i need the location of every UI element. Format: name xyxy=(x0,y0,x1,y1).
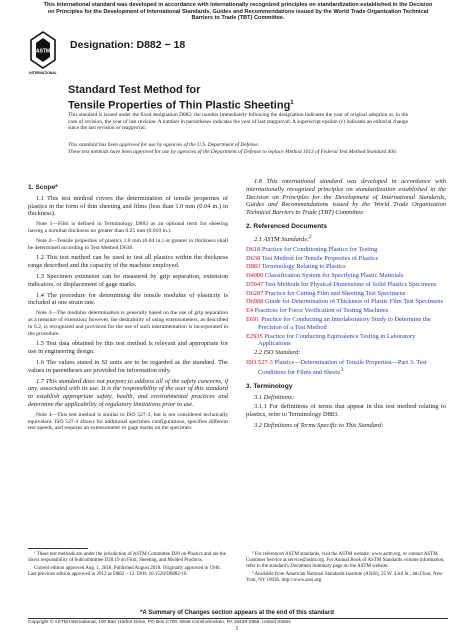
reference-link-e4[interactable] xyxy=(246,307,446,315)
astm-footnote-ref: 2 xyxy=(308,233,312,240)
reference-code: E691 xyxy=(246,316,260,324)
reference-link-d5947[interactable] xyxy=(246,281,446,289)
reference-link-d618[interactable] xyxy=(246,246,446,254)
definitions-subheading: 3.1 Definitions: xyxy=(254,393,295,401)
para-1-7: 1.7 This standard does not purport to address all of the safety concerns, if any, associated with its use. It is the responsibility of the user of this standard to establish appropriate safety, health, and environmental practices and determine the applicability of regulatory limitations prior to use. xyxy=(28,377,228,408)
designation: Designation: D882 − 18 xyxy=(70,39,186,51)
reference-link-d883[interactable] xyxy=(246,263,446,271)
reference-title: Plastics—Determination of Tensile Properties—Part 3: Test Conditions for Films and Sheets xyxy=(258,359,427,376)
reference-title: Test Methods for Physical Dimensions of Solid Plastics Specimens xyxy=(264,280,437,288)
reference-code: E4 xyxy=(246,307,254,315)
right-column xyxy=(246,178,446,432)
approval-statement xyxy=(68,142,408,155)
reference-link-d4000[interactable] xyxy=(246,272,446,280)
iso-footnote-ref: 3 xyxy=(340,366,344,373)
astm-logo xyxy=(28,30,58,76)
para-1-3: 1.3 Specimen extension can be measured by grip separation, extension indicators, or displacement of gage marks. xyxy=(28,272,228,288)
referenced-documents-heading: 2. Referenced Documents xyxy=(246,222,327,230)
astm-reference-list xyxy=(246,246,446,349)
specific-definitions-subheading: 3.2 Definitions of Terms Specific to This Standard: xyxy=(254,421,384,429)
para-1-8: 1.8 This international standard was developed in accordance with internationally recognized principles on standardization established in the Decision on Principles for the Development of International Standards, Guides and Recommendations issued by the World Trade Organization Technical Barriers to Trade (TBT) Committee. xyxy=(246,178,446,217)
title-line-2: Tensile Properties of Thin Plastic Sheeting$^1$ xyxy=(68,99,294,112)
reference-title: Practice for Conducting an Interlaboratory Study to Determine the Precision of a Test Method xyxy=(258,316,431,331)
reference-code: D618 xyxy=(246,245,261,253)
logo-text: ASTM xyxy=(35,48,51,55)
reference-code: D883 xyxy=(246,263,261,271)
footnotes-right xyxy=(246,552,446,586)
reference-code: E2935 xyxy=(246,332,263,340)
note-3: Note 3—The modulus determination is generally based on the use of grip separation as a measure of extension; however, the desirability of using extensometers, as described in 6.2, is recognized and provision for the use of such instrumentation is incorporated in the procedure. xyxy=(28,310,228,337)
reference-title: Guide for Determination of Thickness of Plastic Film Test Specimens xyxy=(265,298,444,306)
approval-line-2: These test methods have been approved for use by agencies of the Department of Defense to replace Method 1013 of Federal Test Method Standard 406. xyxy=(68,148,398,155)
footnote-divider xyxy=(28,548,88,549)
astm-standards-subheading: 2.1 ASTM Standards:$^2$ xyxy=(254,233,312,243)
para-1-2: 1.2 This test method can be used to test all plastics within the thickness range described and the capacity of the machine employed. xyxy=(28,254,228,270)
note-1: Note 1—Film is defined in Terminology D883 as an optional term for sheeting having a nominal thickness no greater than 0.25 mm (0.010 in.). xyxy=(28,221,228,234)
footnote-2: ² For referenced ASTM standards, visit the ASTM website, www.astm.org, or contact ASTM Customer Service at service@astm.org. For Annual Book of ASTM Standards volume information, refer to the standard's Document Summary page on the ASTM website. xyxy=(246,552,445,569)
reference-code: D6287 xyxy=(246,289,264,297)
reference-title: Terminology Relating to Plastics xyxy=(261,263,346,271)
footnote-1: ¹ These test methods are under the jurisdiction of ASTM Committee D20 on Plastics and are the direct responsibility of Subcommittee D20.19 on Film, Sheeting, and Molded Products. xyxy=(28,552,226,563)
footnotes-left xyxy=(28,552,228,580)
reference-link-iso-527-3[interactable] xyxy=(246,359,446,377)
page-number: 1 xyxy=(235,626,239,632)
note-2: Note 2—Tensile properties of plastics 1.0 mm (0.04 in.) or greater in thickness shall be determined according to Test Method D638. xyxy=(28,237,228,251)
reference-title: Practices for Force Verification of Testing Machines xyxy=(254,307,389,315)
para-1-1: 1.1 This test method covers the determination of tensile properties of plastics in the form of thin sheeting and films (less than 1.0 mm (0.04 in.) in thickness). xyxy=(28,194,228,218)
reference-title: Test Method for Tensile Properties of Plastics xyxy=(261,254,379,262)
footnote-edition: Current edition approved Aug. 1, 2018. Published August 2018. Originally approved in 1946. Last previous edition approved in 2012 as D882 − 12. DOI: 10.1520/D0882-18. xyxy=(28,566,221,577)
reference-link-e691[interactable] xyxy=(246,316,446,332)
title-footnote-ref: 1 xyxy=(290,100,294,106)
summary-of-changes-note: *A Summary of Changes section appears at the end of this standard xyxy=(140,610,334,616)
para-1-4: 1.4 The procedure for determining the tensile modulus of elasticity is included at one strain rate. xyxy=(28,291,228,307)
left-column xyxy=(28,178,228,435)
reference-title: Practice for Conducting Equivalence Testing in Laboratory Applications xyxy=(258,332,416,348)
scope-heading: 1. Scope* xyxy=(28,184,58,191)
reference-link-e2935[interactable] xyxy=(246,333,446,349)
reference-link-d638[interactable] xyxy=(246,255,446,263)
note-4: Note 4—This test method is similar to ISO 527-3, but is not considered technically equivalent. ISO 527-3 allows for additional specimen configurations, specifies different test speeds, and requires an extensometer or gage marks on the specimen. xyxy=(28,411,228,432)
reference-code: D638 xyxy=(246,254,261,262)
reference-title: Practice for Conditioning Plastics for Testing xyxy=(261,245,378,253)
reference-title: Practice for Cutting Film and Sheeting Test Specimens xyxy=(265,289,406,297)
reference-code: D4000 xyxy=(246,272,264,280)
reference-code: ISO 527-3 xyxy=(246,359,273,367)
approval-line-1: This standard has been approved for use by agencies of the U.S. Department of Defense. xyxy=(68,142,260,148)
reference-link-d6988[interactable] xyxy=(246,298,446,306)
footnote-3: ³ Available from American National Standards Institute (ANSI), 25 W. 43rd St., 4th Floor, New York, NY 10036, http://www.ansi.org. xyxy=(246,572,443,583)
document-title xyxy=(68,84,408,113)
reference-link-d6287[interactable] xyxy=(246,290,446,298)
para-3-1-1: 3.1.1 For definitions of terms that appear in this test method relating to plastics, refer to Terminology D883. xyxy=(246,403,446,419)
logo-subtext: INTERNATIONAL xyxy=(29,71,57,75)
reference-title: Classification System for Specifying Plastic Materials xyxy=(265,272,404,280)
terminology-heading: 3. Terminology xyxy=(246,382,293,390)
reference-code: D5947 xyxy=(246,280,264,288)
title-line-1: Standard Test Method for xyxy=(68,84,201,96)
para-1-6: 1.6 The values stated in SI units are to be regarded as the standard. The values in parentheses are provided for information only. xyxy=(28,358,228,374)
iso-standard-subheading: 2.2 ISO Standard: xyxy=(254,349,301,357)
copyright-line: Copyright © ASTM International, 100 Barr Harbor Drive, PO Box C700, West Conshohocken, PA 19428-2959. United States xyxy=(28,618,448,625)
para-1-5: 1.5 Test data obtained by this test method is relevant and appropriate for use in engineering design. xyxy=(28,340,228,356)
issued-statement: This standard is issued under the fixed designation D882; the number immediately following the designation indicates the year of original adoption or, in the case of revision, the year of last revision. A number in parentheses indicates the year of last reapproval. A superscript epsilon (ε) indicates an editorial change since the last revision or reapproval. xyxy=(68,112,408,132)
wto-notice: This international standard was developed in accordance with internationally recognized principles on standardization established in the Decision on Principles for the Development of International Standards, Guides and Recommendations issued by the World Trade Organization Technical Barriers to Trade (TBT) Committee. xyxy=(43,2,433,22)
reference-code: D6988 xyxy=(246,298,264,306)
